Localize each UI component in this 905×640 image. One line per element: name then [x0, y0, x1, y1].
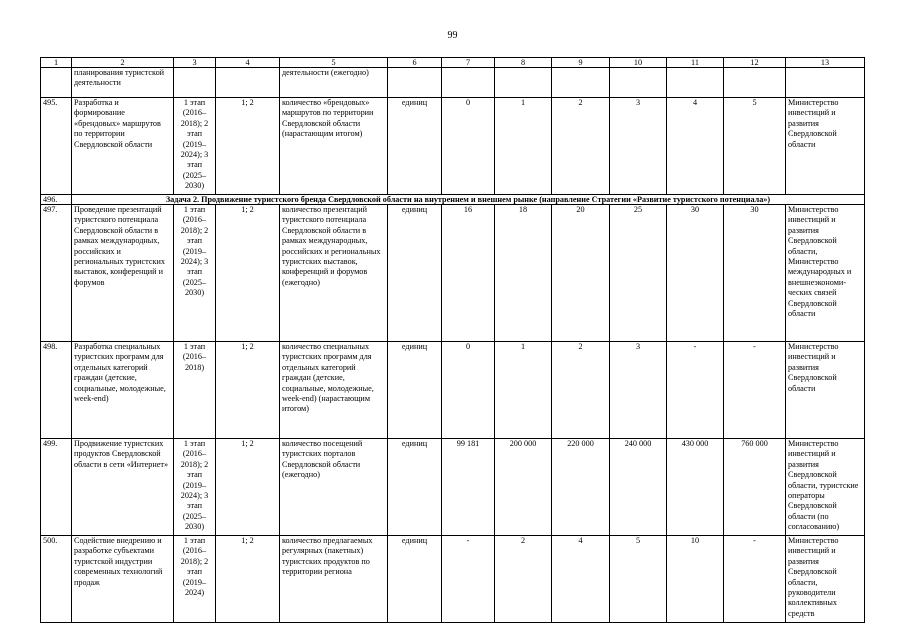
activity-name: планирования туристской деятельности	[72, 68, 174, 98]
value	[610, 68, 667, 98]
value: -	[667, 342, 724, 439]
column-number: 4	[216, 58, 280, 68]
table-row	[41, 439, 865, 536]
value	[724, 68, 786, 98]
row-number: 499.	[41, 439, 72, 536]
unit: единиц	[388, 98, 442, 195]
strategy-table	[40, 57, 865, 623]
value: 430 000	[667, 439, 724, 536]
activity-name: Разработка специальных туристских программ для отдельных категорий граждан (детские, социальные, молодежные, week-end)	[72, 342, 174, 439]
column-number: 1	[41, 58, 72, 68]
row-number: 500.	[41, 536, 72, 623]
value: 220 000	[552, 439, 610, 536]
responsible-party: Министерство инвестиций и развития Свердловской области, руководители коллективных средств	[786, 536, 865, 623]
activity-name: Содействие внедрению и разработке субъектами туристской индустрии современных технологий продаж	[72, 536, 174, 623]
row-number	[41, 68, 72, 98]
table-row	[41, 205, 865, 342]
indicator-text: количество посещений туристских порталов Свердловской области (ежегодно)	[280, 439, 388, 536]
indicator-text: количество специальных туристских программ для отдельных категорий граждан (детские, социальные, молодежные, week-end) (нарастающим итогом)	[280, 342, 388, 439]
stage-period: 1 этап (2016–2018); 2 этап (2019–2024); 3 этап (2025–2030)	[174, 439, 216, 536]
stage-period: 1 этап (2016–2018)	[174, 342, 216, 439]
value: 240 000	[610, 439, 667, 536]
value	[667, 68, 724, 98]
responsible-party: Министерство инвестиций и развития Свердловской области, туристские операторы Свердловской области (по согласованию)	[786, 439, 865, 536]
unit	[388, 68, 442, 98]
unit: единиц	[388, 342, 442, 439]
value	[552, 68, 610, 98]
indicator-text: количество презентаций туристского потенциала Свердловской области в рамках международных, российских и региональных туристских выставок, конференций и форумов (ежегодно)	[280, 205, 388, 342]
value: 5	[724, 98, 786, 195]
unit: единиц	[388, 439, 442, 536]
value: 2	[552, 98, 610, 195]
indicator-text: количество предлагаемых регулярных (пакетных) туристских продуктов по территории региона	[280, 536, 388, 623]
value: 10	[667, 536, 724, 623]
activity-name: Разработка и формирование «брендовых» маршрутов по территории Свердловской области	[72, 98, 174, 195]
value: 0	[442, 98, 495, 195]
value: 200 000	[495, 439, 552, 536]
value: 3	[610, 342, 667, 439]
value: 760 000	[724, 439, 786, 536]
value: 18	[495, 205, 552, 342]
value: 4	[667, 98, 724, 195]
column-number: 6	[388, 58, 442, 68]
column-number: 7	[442, 58, 495, 68]
responsible-party	[786, 68, 865, 98]
column-number: 5	[280, 58, 388, 68]
value: 25	[610, 205, 667, 342]
value: 30	[667, 205, 724, 342]
column-number: 12	[724, 58, 786, 68]
table-row	[41, 98, 865, 195]
column-number: 8	[495, 58, 552, 68]
column-number-row	[41, 58, 865, 68]
stage-period	[174, 68, 216, 98]
table-row	[41, 342, 865, 439]
value	[495, 68, 552, 98]
row-number: 495.	[41, 98, 72, 195]
task-heading: Задача 2. Продвижение туристского бренда Свердловской области на внутреннем и внешнем рынке (направление Стратегии «Развитие туристского потенциала»)	[72, 195, 865, 205]
responsible-party: Министерство инвестиций и развития Свердловской области	[786, 98, 865, 195]
column-number: 9	[552, 58, 610, 68]
value: -	[724, 536, 786, 623]
task-row	[41, 195, 865, 205]
goal-ref	[216, 68, 280, 98]
activity-name: Продвижение туристских продуктов Свердловской области в сети «Интернет»	[72, 439, 174, 536]
row-number: 496.	[41, 195, 72, 205]
value	[442, 68, 495, 98]
column-number: 11	[667, 58, 724, 68]
value: 3	[610, 98, 667, 195]
value: 30	[724, 205, 786, 342]
stage-period: 1 этап (2016–2018); 2 этап (2019–2024); 3 этап (2025–2030)	[174, 98, 216, 195]
column-number: 13	[786, 58, 865, 68]
goal-ref: 1; 2	[216, 536, 280, 623]
table-row	[41, 68, 865, 98]
responsible-party: Министерство инвестиций и развития Свердловской области, Министерство международных и внешнеэкономи-ческих связей Свердловской области	[786, 205, 865, 342]
value: 5	[610, 536, 667, 623]
activity-name: Проведение презентаций туристского потенциала Свердловской области в рамках международных, российских и региональных туристских выставок, конференций и форумов	[72, 205, 174, 342]
value: 0	[442, 342, 495, 439]
value: 2	[552, 342, 610, 439]
responsible-party: Министерство инвестиций и развития Свердловской области	[786, 342, 865, 439]
value: -	[724, 342, 786, 439]
row-number: 498.	[41, 342, 72, 439]
goal-ref: 1; 2	[216, 342, 280, 439]
column-number: 10	[610, 58, 667, 68]
goal-ref: 1; 2	[216, 439, 280, 536]
indicator-text: деятельности (ежегодно)	[280, 68, 388, 98]
value: 16	[442, 205, 495, 342]
value: 2	[495, 536, 552, 623]
value: 99 181	[442, 439, 495, 536]
stage-period: 1 этап (2016–2018); 2 этап (2019–2024); 3 этап (2025–2030)	[174, 205, 216, 342]
unit: единиц	[388, 205, 442, 342]
indicator-text: количество «брендовых» маршрутов по территории Свердловской области (нарастающим итогом)	[280, 98, 388, 195]
goal-ref: 1; 2	[216, 205, 280, 342]
page-number: 99	[447, 30, 458, 41]
value: 1	[495, 342, 552, 439]
row-number: 497.	[41, 205, 72, 342]
value: 1	[495, 98, 552, 195]
goal-ref: 1; 2	[216, 98, 280, 195]
column-number: 2	[72, 58, 174, 68]
unit: единиц	[388, 536, 442, 623]
value: 20	[552, 205, 610, 342]
table-row	[41, 536, 865, 623]
value: 4	[552, 536, 610, 623]
value: -	[442, 536, 495, 623]
column-number: 3	[174, 58, 216, 68]
stage-period: 1 этап (2016–2018); 2 этап (2019–2024)	[174, 536, 216, 623]
